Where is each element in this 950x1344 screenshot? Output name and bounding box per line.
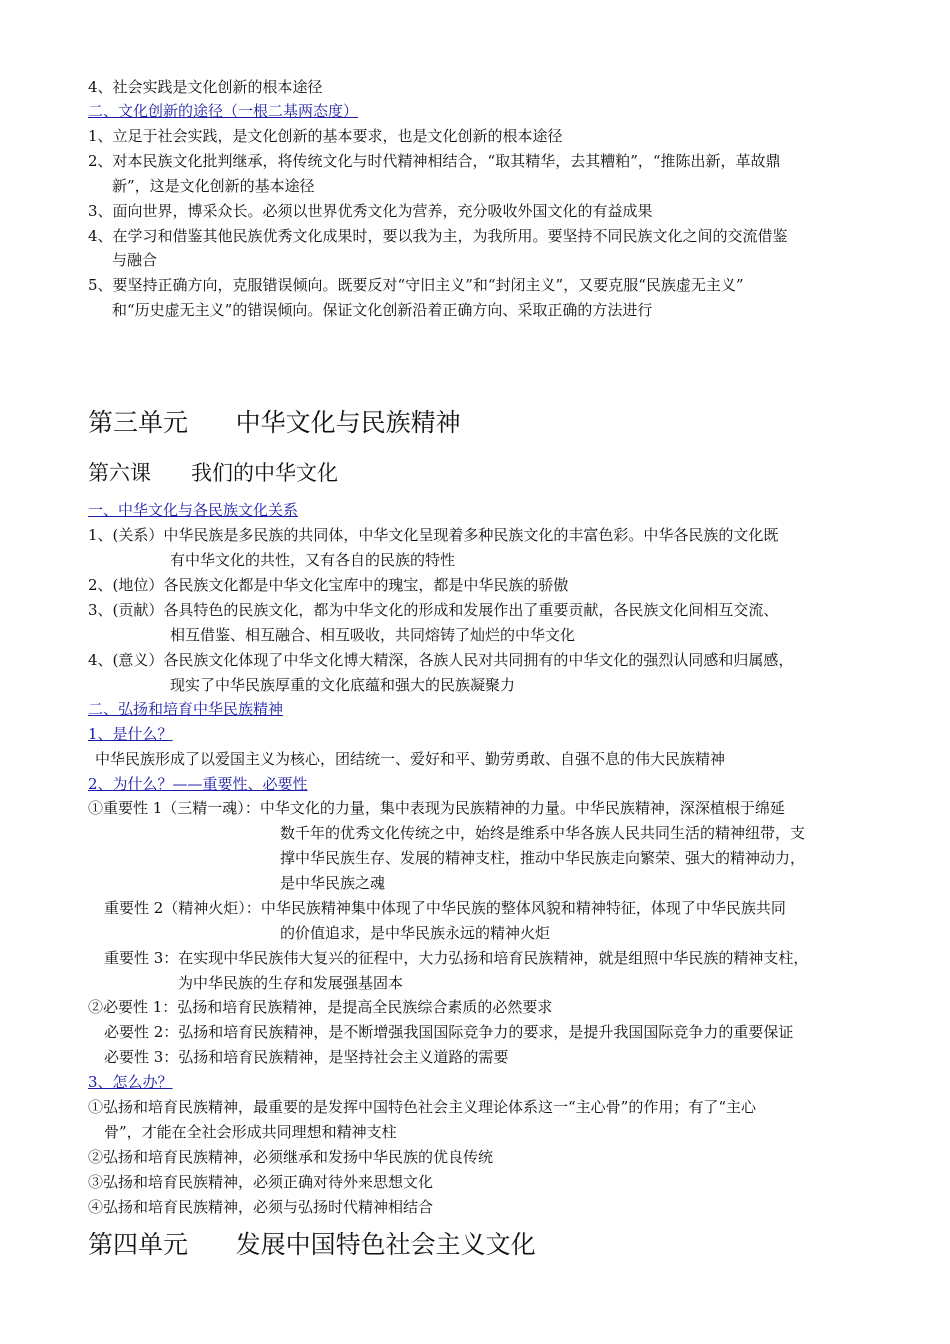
list-item: 重要性 2（精神火炬）：中华民族精神集中体现了中华民族的整体风貌和精神特征，体现了中华民族共同 [104, 899, 786, 917]
subheading-link[interactable]: 2、为什么？——重要性、必要性 [88, 775, 308, 793]
list-item-continuation: 撑中华民族生存、发展的精神支柱，推动中华民族走向繁荣、强大的精神动力， [280, 849, 806, 867]
list-item: ①重要性 1（三精一魂）：中华文化的力量，集中表现为民族精神的力量。中华民族精神，深深植根于绵延 [88, 799, 785, 817]
list-item-continuation: 为中华民族的生存和发展强基固本 [178, 974, 404, 992]
list-item-continuation: 是中华民族之魂 [280, 874, 386, 892]
list-item: 2、(地位）各民族文化都是中华文化宝库中的瑰宝，都是中华民族的骄傲 [88, 576, 569, 594]
list-item: ①弘扬和培育民族精神，最重要的是发挥中国特色社会主义理论体系这一“主心骨”的作用；有了“主心 [88, 1098, 757, 1116]
list-item: 1、立足于社会实践，是文化创新的基本要求，也是文化创新的根本途径 [88, 127, 563, 145]
unit-title: 第三单元 中华文化与民族精神 [88, 408, 461, 437]
section-heading-link[interactable]: 二、弘扬和培育中华民族精神 [88, 700, 284, 718]
list-item: ④弘扬和培育民族精神，必须与弘扬时代精神相结合 [88, 1198, 434, 1216]
list-item-continuation: 和“历史虚无主义”的错误倾向。保证文化创新沿着正确方向、采取正确的方法进行 [112, 301, 653, 319]
list-item-continuation: 有中华文化的共性，又有各自的民族的特性 [170, 551, 456, 569]
list-item-continuation: 现实了中华民族厚重的文化底蕴和强大的民族凝聚力 [170, 676, 516, 694]
answer-text: 中华民族形成了以爱国主义为核心，团结统一、爱好和平、勤劳勇敢、自强不息的伟大民族精神 [95, 750, 726, 768]
subheading-link[interactable]: 3、怎么办？ [88, 1073, 173, 1091]
list-item: 4、在学习和借鉴其他民族优秀文化成果时，要以我为主，为我所用。要坚持不同民族文化之间的交流借鉴 [88, 227, 788, 245]
list-item: 5、要坚持正确方向，克服错误倾向。既要反对“守旧主义”和“封闭主义”，又要克服“民族虚无主义” [88, 276, 744, 294]
list-item-continuation: 与融合 [112, 251, 158, 269]
lesson-title: 第六课 我们的中华文化 [88, 461, 339, 485]
list-item: 4、社会实践是文化创新的根本途径 [88, 78, 323, 96]
list-item: 重要性 3：在实现中华民族伟大复兴的征程中，大力弘扬和培育民族精神，就是组照中华民族的精神支柱， [104, 949, 809, 967]
section-heading-link[interactable]: 二、文化创新的途径（一根二基两态度） [88, 102, 359, 120]
list-item: ②弘扬和培育民族精神，必须继承和发扬中华民族的优良传统 [88, 1148, 494, 1166]
list-item-continuation: 相互借鉴、相互融合、相互吸收，共同熔铸了灿烂的中华文化 [170, 626, 576, 644]
list-item: 3、面向世界，博采众长。必须以世界优秀文化为营养，充分吸收外国文化的有益成果 [88, 202, 653, 220]
section-heading-link[interactable]: 一、中华文化与各民族文化关系 [88, 501, 299, 519]
subheading-link[interactable]: 1、是什么？ [88, 725, 173, 743]
list-item-continuation: 数千年的优秀文化传统之中，始终是维系中华各族人民共同生活的精神纽带，支 [280, 824, 806, 842]
list-item-continuation: 的价值追求，是中华民族永远的精神火炬 [280, 924, 551, 942]
list-item: ③弘扬和培育民族精神，必须正确对待外来思想文化 [88, 1173, 434, 1191]
list-item: 必要性 2：弘扬和培育民族精神，是不断增强我国国际竞争力的要求，是提升我国国际竞争力的重要保证 [104, 1023, 794, 1041]
unit-title: 第四单元 发展中国特色社会主义文化 [88, 1230, 536, 1259]
list-item: 3、(贡献）各具特色的民族文化，都为中华文化的形成和发展作出了重要贡献，各民族文化间相互交流、 [88, 601, 779, 619]
list-item-continuation: 骨”，才能在全社会形成共同理想和精神支柱 [104, 1123, 397, 1141]
list-item: ②必要性 1：弘扬和培育民族精神，是提高全民族综合素质的必然要求 [88, 998, 553, 1016]
list-item: 1、(关系）中华民族是多民族的共同体，中华文化呈现着多种民族文化的丰富色彩。中华各民族的文化既 [88, 526, 779, 544]
list-item-continuation: 新”，这是文化创新的基本途径 [112, 177, 315, 195]
list-item: 2、对本民族文化批判继承，将传统文化与时代精神相结合，“取其精华，去其糟粕”，“推陈出新，革故鼎 [88, 152, 781, 170]
list-item: 必要性 3：弘扬和培育民族精神，是坚持社会主义道路的需要 [104, 1048, 509, 1066]
list-item: 4、(意义）各民族文化体现了中华文化博大精深，各族人民对共同拥有的中华文化的强烈认同感和归属感， [88, 651, 794, 669]
